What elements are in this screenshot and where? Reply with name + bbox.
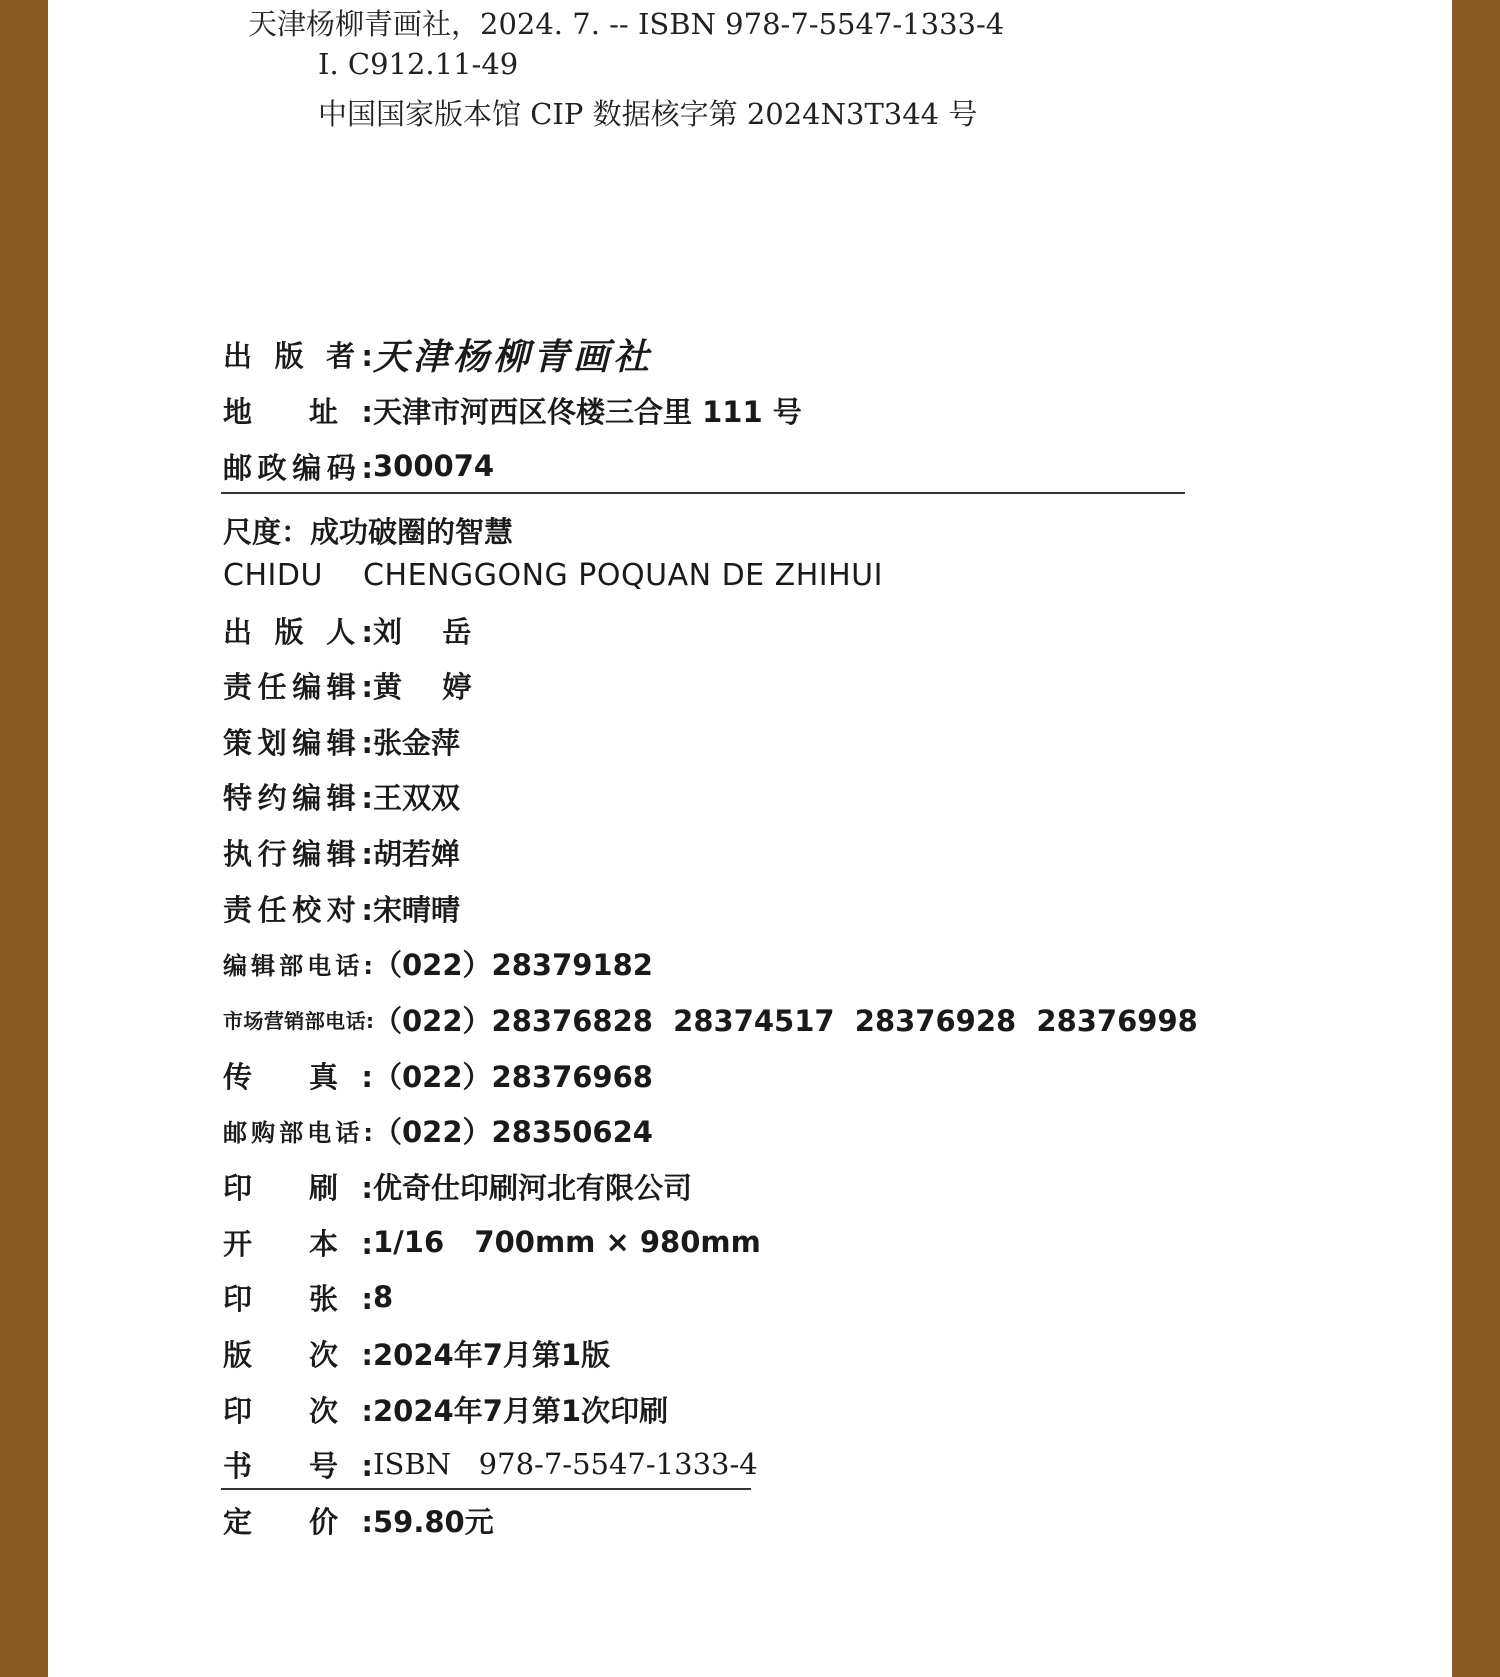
credit-value: 王双双 (373, 780, 461, 815)
cip-line-3: 中国国家版本馆 CIP 数据核字第 2024N3T344 号 (318, 97, 978, 131)
credit-row (223, 663, 471, 707)
credit-label: 特约编辑: (223, 780, 373, 815)
publisher-row (223, 332, 653, 376)
credit-row (223, 941, 653, 985)
credit-value: 8 (373, 1280, 394, 1314)
credit-value: （022）28350624 (373, 1114, 653, 1149)
credit-value: （022）28376828 28374517 28376928 28376998 (373, 1003, 1198, 1038)
credit-value: 张金萍 (373, 725, 461, 760)
credit-label: 市场营销部电话: (223, 1008, 373, 1033)
cip-line-2: Ⅰ. C912.11-49 (318, 47, 519, 81)
book-title: 尺度：成功破圈的智慧 (223, 515, 514, 549)
credit-label: 版 次: (223, 1337, 373, 1372)
credit-value: 刘 岳 (373, 614, 472, 649)
credit-label: 传 真: (223, 1059, 373, 1094)
credit-row (223, 1331, 610, 1375)
credit-value: 优奇仕印刷河北有限公司 (373, 1170, 693, 1205)
address-row (223, 388, 802, 432)
credit-value: 2024年7月第1次印刷 (373, 1393, 669, 1428)
credit-label: 责任校对: (223, 892, 373, 927)
credit-label: 书 号: (223, 1448, 373, 1483)
credit-row (223, 608, 471, 652)
copyright-page (48, 0, 1452, 1677)
cip-line-1: 天津杨柳青画社，2024. 7. -- ISBN 978-7-5547-1333-4 (248, 7, 1005, 41)
address-value: 天津市河西区佟楼三合里 111 号 (373, 394, 802, 429)
credit-value: 胡若婵 (373, 836, 461, 871)
credit-row (223, 1108, 653, 1152)
divider-bottom (221, 1488, 751, 1490)
credit-value: ISBN 978-7-5547-1333-4 (373, 1447, 758, 1481)
credit-value: 宋晴晴 (373, 892, 461, 927)
publisher-label: 出 版 者: (223, 338, 373, 373)
postcode-value: 300074 (373, 449, 495, 483)
credit-label: 编辑部电话: (223, 951, 373, 980)
credit-value: （022）28376968 (373, 1059, 653, 1094)
credit-row (223, 1498, 494, 1542)
credit-label: 印 次: (223, 1393, 373, 1428)
postcode-row (223, 444, 494, 488)
credit-row (223, 830, 460, 874)
credit-row (223, 1164, 692, 1208)
credit-label: 出 版 人: (223, 614, 373, 649)
credit-label: 执行编辑: (223, 836, 373, 871)
credit-label: 策划编辑: (223, 725, 373, 760)
credit-label: 开 本: (223, 1226, 373, 1261)
credit-label: 定 价: (223, 1504, 373, 1539)
book-title-pinyin: CHIDU CHENGGONG POQUAN DE ZHIHUI (223, 558, 883, 593)
credit-value: （022）28379182 (373, 947, 653, 982)
divider-top (221, 492, 1185, 494)
address-label: 地 址: (223, 394, 373, 429)
credit-row (223, 1387, 668, 1431)
credit-row (223, 1442, 758, 1486)
credit-value: 59.80元 (373, 1504, 494, 1539)
credit-value: 2024年7月第1版 (373, 1337, 611, 1372)
credit-row (223, 1275, 393, 1319)
credit-row (223, 1053, 653, 1097)
credit-row (223, 886, 460, 930)
credit-label: 邮购部电话: (223, 1118, 373, 1147)
credit-row (223, 1220, 761, 1264)
credit-row (223, 997, 1198, 1041)
credit-value: 黄 婷 (373, 669, 472, 704)
postcode-label: 邮政编码: (223, 450, 373, 485)
credit-label: 印 刷: (223, 1170, 373, 1205)
credit-value: 1/16 700mm × 980mm (373, 1225, 761, 1259)
publisher-logo: 天津杨柳青画社 (373, 335, 654, 378)
credit-row (223, 719, 460, 763)
credit-label: 印 张: (223, 1281, 373, 1316)
credit-label: 责任编辑: (223, 669, 373, 704)
credit-row (223, 774, 460, 818)
